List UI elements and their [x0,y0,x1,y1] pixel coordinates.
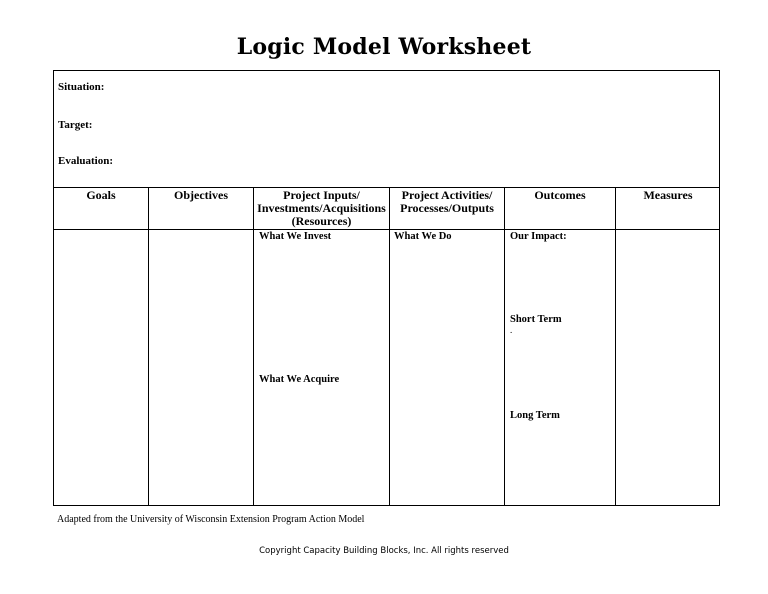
header-activities-line2: Processes/Outputs [400,201,494,215]
header-inputs-line2: Investments/Acquisitions [257,201,386,215]
column-divider [615,187,616,506]
header-outcomes [505,189,615,229]
header-activities-line1: Project Activities/ [401,188,493,202]
header-divider [54,229,719,230]
header-goals-label: Goals [86,188,116,202]
header-measures-label: Measures [643,188,693,202]
header-outcomes-label: Outcomes [534,188,586,202]
target-label: Target: [58,119,93,131]
short-term-label: Short Term [510,314,562,325]
column-divider [504,187,505,506]
copyright-notice: Copyright Capacity Building Blocks, Inc. All rights reserved [259,546,509,556]
long-term-label: Long Term [510,410,560,421]
short-term-mark: . [510,325,513,335]
header-inputs [254,189,389,229]
header-goals [54,189,148,229]
header-activities [390,189,504,229]
what-we-do-label: What We Do [394,231,452,242]
header-inputs-line1: Project Inputs/ [283,188,360,202]
evaluation-label: Evaluation: [58,155,114,167]
info-divider [54,187,719,188]
header-inputs-line3: (Resources) [291,214,352,228]
column-divider [148,187,149,506]
worksheet-table [53,70,720,506]
header-measures [616,189,720,229]
header-objectives-label: Objectives [174,188,228,202]
column-divider [253,187,254,506]
what-we-acquire-label: What We Acquire [259,374,340,385]
page-title: Logic Model Worksheet [236,34,532,60]
source-footnote: Adapted from the University of Wisconsin Extension Program Action Model [57,514,365,525]
what-we-invest-label: What We Invest [259,231,332,242]
header-objectives [149,189,253,229]
column-divider [389,187,390,506]
situation-label: Situation: [58,81,105,93]
our-impact-label: Our Impact: [510,231,567,242]
